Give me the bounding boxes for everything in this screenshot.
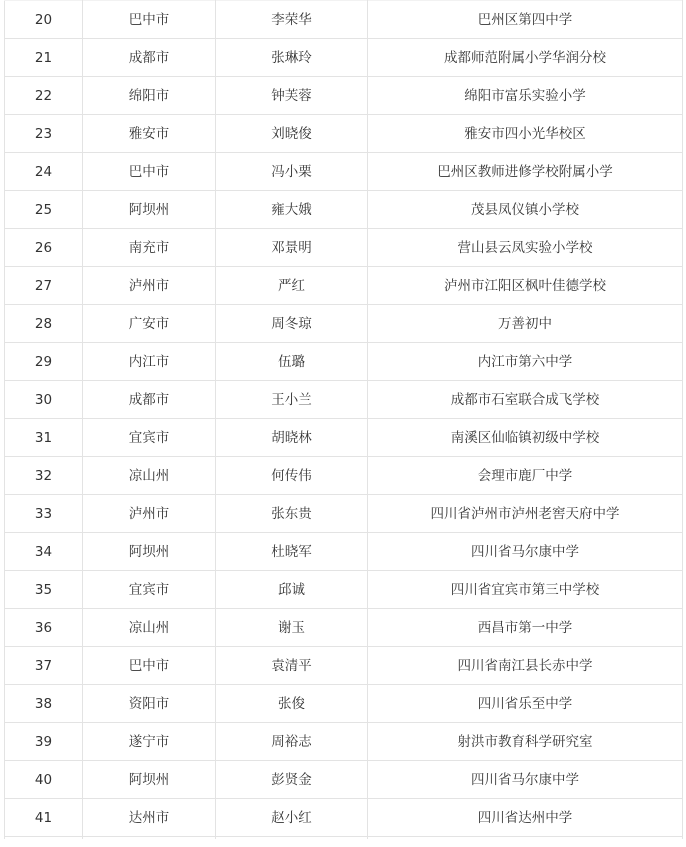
row-number-cell: 34 <box>5 533 83 571</box>
row-number-cell: 31 <box>5 419 83 457</box>
empty-cell <box>368 837 683 840</box>
teacher-name-cell: 严红 <box>216 267 368 305</box>
school-cell: 四川省乐至中学 <box>368 685 683 723</box>
table-row <box>5 799 683 837</box>
table-row <box>5 267 683 305</box>
school-cell: 四川省南江县长赤中学 <box>368 647 683 685</box>
row-number-cell: 35 <box>5 571 83 609</box>
city-cell: 遂宁市 <box>83 723 216 761</box>
table-row <box>5 609 683 647</box>
school-cell: 会理市鹿厂中学 <box>368 457 683 495</box>
teacher-name-cell: 张东贵 <box>216 495 368 533</box>
teacher-name-cell: 赵小红 <box>216 799 368 837</box>
teacher-name-cell: 刘晓俊 <box>216 115 368 153</box>
table-row <box>5 723 683 761</box>
city-cell: 凉山州 <box>83 609 216 647</box>
table-row <box>5 571 683 609</box>
city-cell: 宜宾市 <box>83 571 216 609</box>
city-cell: 阿坝州 <box>83 761 216 799</box>
teacher-name-cell: 邱诚 <box>216 571 368 609</box>
table-row <box>5 381 683 419</box>
city-cell: 广安市 <box>83 305 216 343</box>
teacher-name-cell: 钟芙蓉 <box>216 77 368 115</box>
row-number-cell: 37 <box>5 647 83 685</box>
school-cell: 四川省宜宾市第三中学校 <box>368 571 683 609</box>
row-number-cell: 22 <box>5 77 83 115</box>
row-number-cell: 36 <box>5 609 83 647</box>
row-number-cell: 32 <box>5 457 83 495</box>
row-number-cell: 38 <box>5 685 83 723</box>
teacher-name-cell: 张俊 <box>216 685 368 723</box>
city-cell: 绵阳市 <box>83 77 216 115</box>
city-cell: 内江市 <box>83 343 216 381</box>
table-row <box>5 1 683 39</box>
school-cell: 成都市石室联合成飞学校 <box>368 381 683 419</box>
city-cell: 成都市 <box>83 381 216 419</box>
city-cell: 阿坝州 <box>83 191 216 229</box>
city-cell: 达州市 <box>83 799 216 837</box>
table-row <box>5 115 683 153</box>
city-cell: 泸州市 <box>83 267 216 305</box>
table-row <box>5 495 683 533</box>
table-row <box>5 39 683 77</box>
school-cell: 巴州区教师进修学校附属小学 <box>368 153 683 191</box>
table-row <box>5 191 683 229</box>
row-number-cell: 40 <box>5 761 83 799</box>
teacher-name-cell: 谢玉 <box>216 609 368 647</box>
teacher-name-cell: 雍大娥 <box>216 191 368 229</box>
teacher-name-cell: 袁清平 <box>216 647 368 685</box>
school-cell: 南溪区仙临镇初级中学校 <box>368 419 683 457</box>
teacher-name-cell: 周裕志 <box>216 723 368 761</box>
school-cell: 成都师范附属小学华润分校 <box>368 39 683 77</box>
school-cell: 射洪市教育科学研究室 <box>368 723 683 761</box>
table-row <box>5 457 683 495</box>
school-cell: 巴州区第四中学 <box>368 1 683 39</box>
winners-table-container <box>4 0 682 839</box>
table-row <box>5 647 683 685</box>
row-number-cell: 30 <box>5 381 83 419</box>
table-row <box>5 77 683 115</box>
teacher-name-cell: 彭贤金 <box>216 761 368 799</box>
teacher-name-cell: 张琳玲 <box>216 39 368 77</box>
row-number-cell: 21 <box>5 39 83 77</box>
row-number-cell: 26 <box>5 229 83 267</box>
table-row <box>5 761 683 799</box>
empty-cell <box>83 837 216 840</box>
table-row <box>5 153 683 191</box>
city-cell: 阿坝州 <box>83 533 216 571</box>
table-row <box>5 419 683 457</box>
school-cell: 绵阳市富乐实验小学 <box>368 77 683 115</box>
school-cell: 雅安市四小光华校区 <box>368 115 683 153</box>
row-number-cell: 39 <box>5 723 83 761</box>
teacher-name-cell: 邓景明 <box>216 229 368 267</box>
row-number-cell: 33 <box>5 495 83 533</box>
row-number-cell: 20 <box>5 1 83 39</box>
teacher-name-cell: 何传伟 <box>216 457 368 495</box>
teacher-name-cell: 王小兰 <box>216 381 368 419</box>
teacher-name-cell: 李荣华 <box>216 1 368 39</box>
school-cell: 万善初中 <box>368 305 683 343</box>
city-cell: 成都市 <box>83 39 216 77</box>
table-row <box>5 229 683 267</box>
row-number-cell: 27 <box>5 267 83 305</box>
city-cell: 南充市 <box>83 229 216 267</box>
school-cell: 营山县云凤实验小学校 <box>368 229 683 267</box>
school-cell: 内江市第六中学 <box>368 343 683 381</box>
city-cell: 资阳市 <box>83 685 216 723</box>
row-number-cell: 41 <box>5 799 83 837</box>
teacher-name-cell: 周冬琼 <box>216 305 368 343</box>
row-number-cell: 23 <box>5 115 83 153</box>
school-cell: 茂县凤仪镇小学校 <box>368 191 683 229</box>
school-cell: 四川省达州中学 <box>368 799 683 837</box>
row-number-cell: 25 <box>5 191 83 229</box>
table-row <box>5 343 683 381</box>
school-cell: 四川省马尔康中学 <box>368 761 683 799</box>
table-row <box>5 533 683 571</box>
teacher-name-cell: 冯小栗 <box>216 153 368 191</box>
empty-cell <box>216 837 368 840</box>
city-cell: 泸州市 <box>83 495 216 533</box>
table-body <box>5 1 683 840</box>
city-cell: 雅安市 <box>83 115 216 153</box>
table-row-cutoff <box>5 837 683 840</box>
winners-table <box>4 0 683 839</box>
table-row <box>5 305 683 343</box>
row-number-cell: 28 <box>5 305 83 343</box>
city-cell: 宜宾市 <box>83 419 216 457</box>
table-row <box>5 685 683 723</box>
school-cell: 泸州市江阳区枫叶佳德学校 <box>368 267 683 305</box>
city-cell: 巴中市 <box>83 1 216 39</box>
school-cell: 四川省马尔康中学 <box>368 533 683 571</box>
city-cell: 凉山州 <box>83 457 216 495</box>
row-number-cell: 29 <box>5 343 83 381</box>
city-cell: 巴中市 <box>83 647 216 685</box>
teacher-name-cell: 杜晓军 <box>216 533 368 571</box>
school-cell: 西昌市第一中学 <box>368 609 683 647</box>
empty-cell <box>5 837 83 840</box>
city-cell: 巴中市 <box>83 153 216 191</box>
teacher-name-cell: 胡晓林 <box>216 419 368 457</box>
teacher-name-cell: 伍璐 <box>216 343 368 381</box>
row-number-cell: 24 <box>5 153 83 191</box>
school-cell: 四川省泸州市泸州老窖天府中学 <box>368 495 683 533</box>
